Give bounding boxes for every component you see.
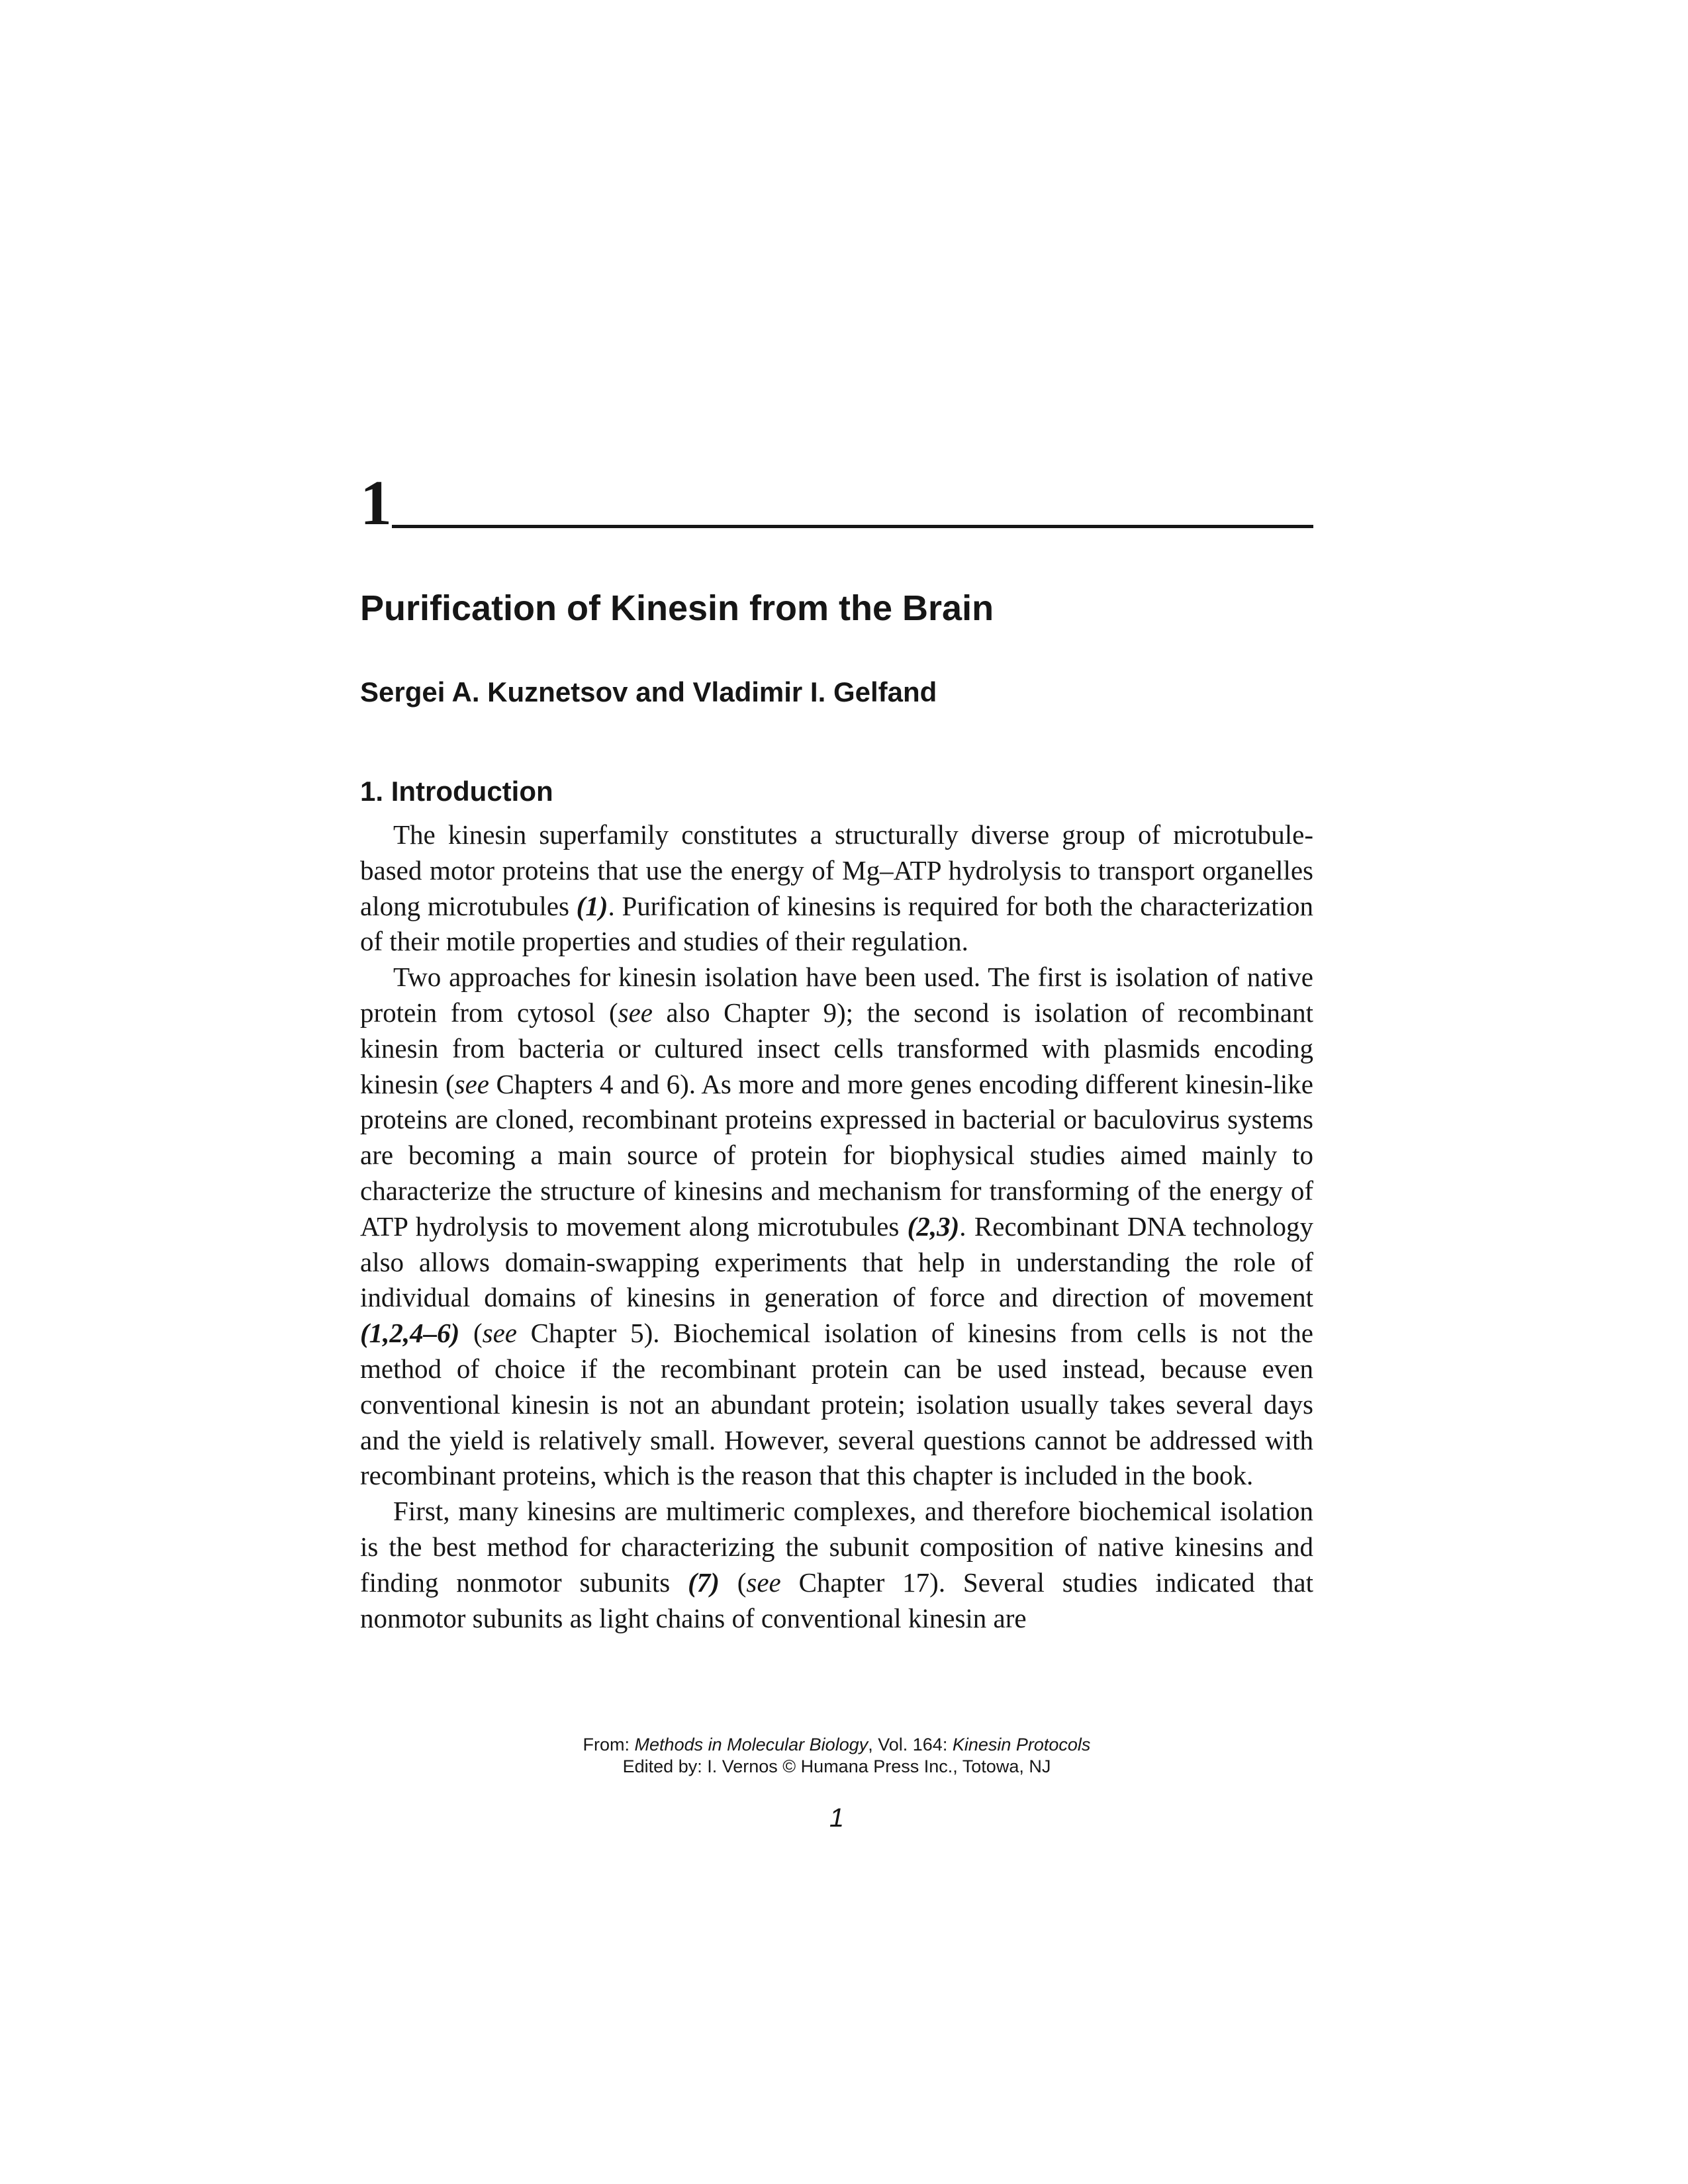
section-heading-introduction: 1. Introduction <box>360 776 553 807</box>
series-title: Methods in Molecular Biology <box>634 1735 868 1754</box>
page-number: 1 <box>829 1803 845 1833</box>
source-line-2: Edited by: I. Vernos © Humana Press Inc., Totowa, NJ <box>622 1756 1051 1776</box>
text-span: Two approaches for kinesin isolation have been used. The first is isolation of native protein from cytosol ( <box>360 962 1313 1028</box>
citation-ref: (7) <box>688 1567 720 1598</box>
see-reference: see <box>746 1567 781 1598</box>
chapter-title: Purification of Kinesin from the Brain <box>360 588 994 628</box>
book-title: Kinesin Protocols <box>952 1735 1091 1754</box>
text-span: ( <box>459 1318 483 1349</box>
text-span: Chapter 5). Biochemical isolation of kinesins from cells is not the method of choice if the recombinant protein can be used instead, because even conventional kinesin is not an abundant protein; isolation usually takes several days and the yield is relatively small. However, several questions cannot be addressed with recombinant proteins, which is the reason that this chapter is included in the book. <box>360 1318 1314 1491</box>
paragraph-2 <box>360 960 1313 1494</box>
text-span: ( <box>719 1567 747 1598</box>
see-reference: see <box>618 997 653 1028</box>
citation-ref: (1) <box>576 890 608 921</box>
introduction-body <box>360 817 1313 1636</box>
volume-info: , Vol. 164: <box>868 1735 953 1754</box>
chapter-authors: Sergei A. Kuznetsov and Vladimir I. Gelfand <box>360 676 937 707</box>
chapter-number: 1 <box>360 467 392 538</box>
see-reference: see <box>454 1068 489 1099</box>
text-span: First, many kinesins are multimeric complexes, and therefore biochemical isolation is the best method for characterizing the subunit composition of native kinesins and finding nonmotor subunits <box>360 1496 1313 1598</box>
text-span: also Chapter 9); the second is isolation of recombinant kinesin from bacteria or cultured insect cells transformed with plasmids encoding kinesin ( <box>360 997 1314 1099</box>
text-span: . Recombinant DNA technology also allows domain-swapping experiments that help in understanding the role of individual domains of kinesins in generation of force and direction of movement <box>360 1210 1313 1313</box>
see-reference: see <box>482 1318 517 1349</box>
source-line-1 <box>360 1734 1313 1756</box>
chapter-header <box>360 467 1313 538</box>
paragraph-1 <box>360 817 1313 960</box>
text-span: The kinesin superfamily constitutes a structurally diverse group of microtubule-based motor proteins that use the energy of Mg–ATP hydrolysis to transport organelles along microtubules <box>360 819 1313 921</box>
text-span: Chapters 4 and 6). As more and more genes encoding different kinesin-like proteins are cloned, recombinant proteins expressed in bacterial or baculovirus systems are becoming a main source of protein for biophysical studies aimed mainly to characterize the structure of kinesins and mechanism for transforming of the energy of ATP hydrolysis to movement along microtubules <box>360 1068 1313 1242</box>
citation-ref: (2,3) <box>907 1210 960 1242</box>
text-span: . Purification of kinesins is required for both the characterization of their motile properties and studies of their regulation. <box>360 890 1313 957</box>
source-prefix: From: <box>583 1735 635 1754</box>
paragraph-3 <box>360 1494 1313 1636</box>
citation-ref: (1,2,4–6) <box>360 1318 460 1349</box>
chapter-rule <box>392 525 1313 528</box>
text-span: Chapter 17). Several studies indicated that nonmotor subunits as light chains of conventional kinesin are <box>360 1567 1313 1633</box>
source-footnote <box>360 1734 1313 1778</box>
